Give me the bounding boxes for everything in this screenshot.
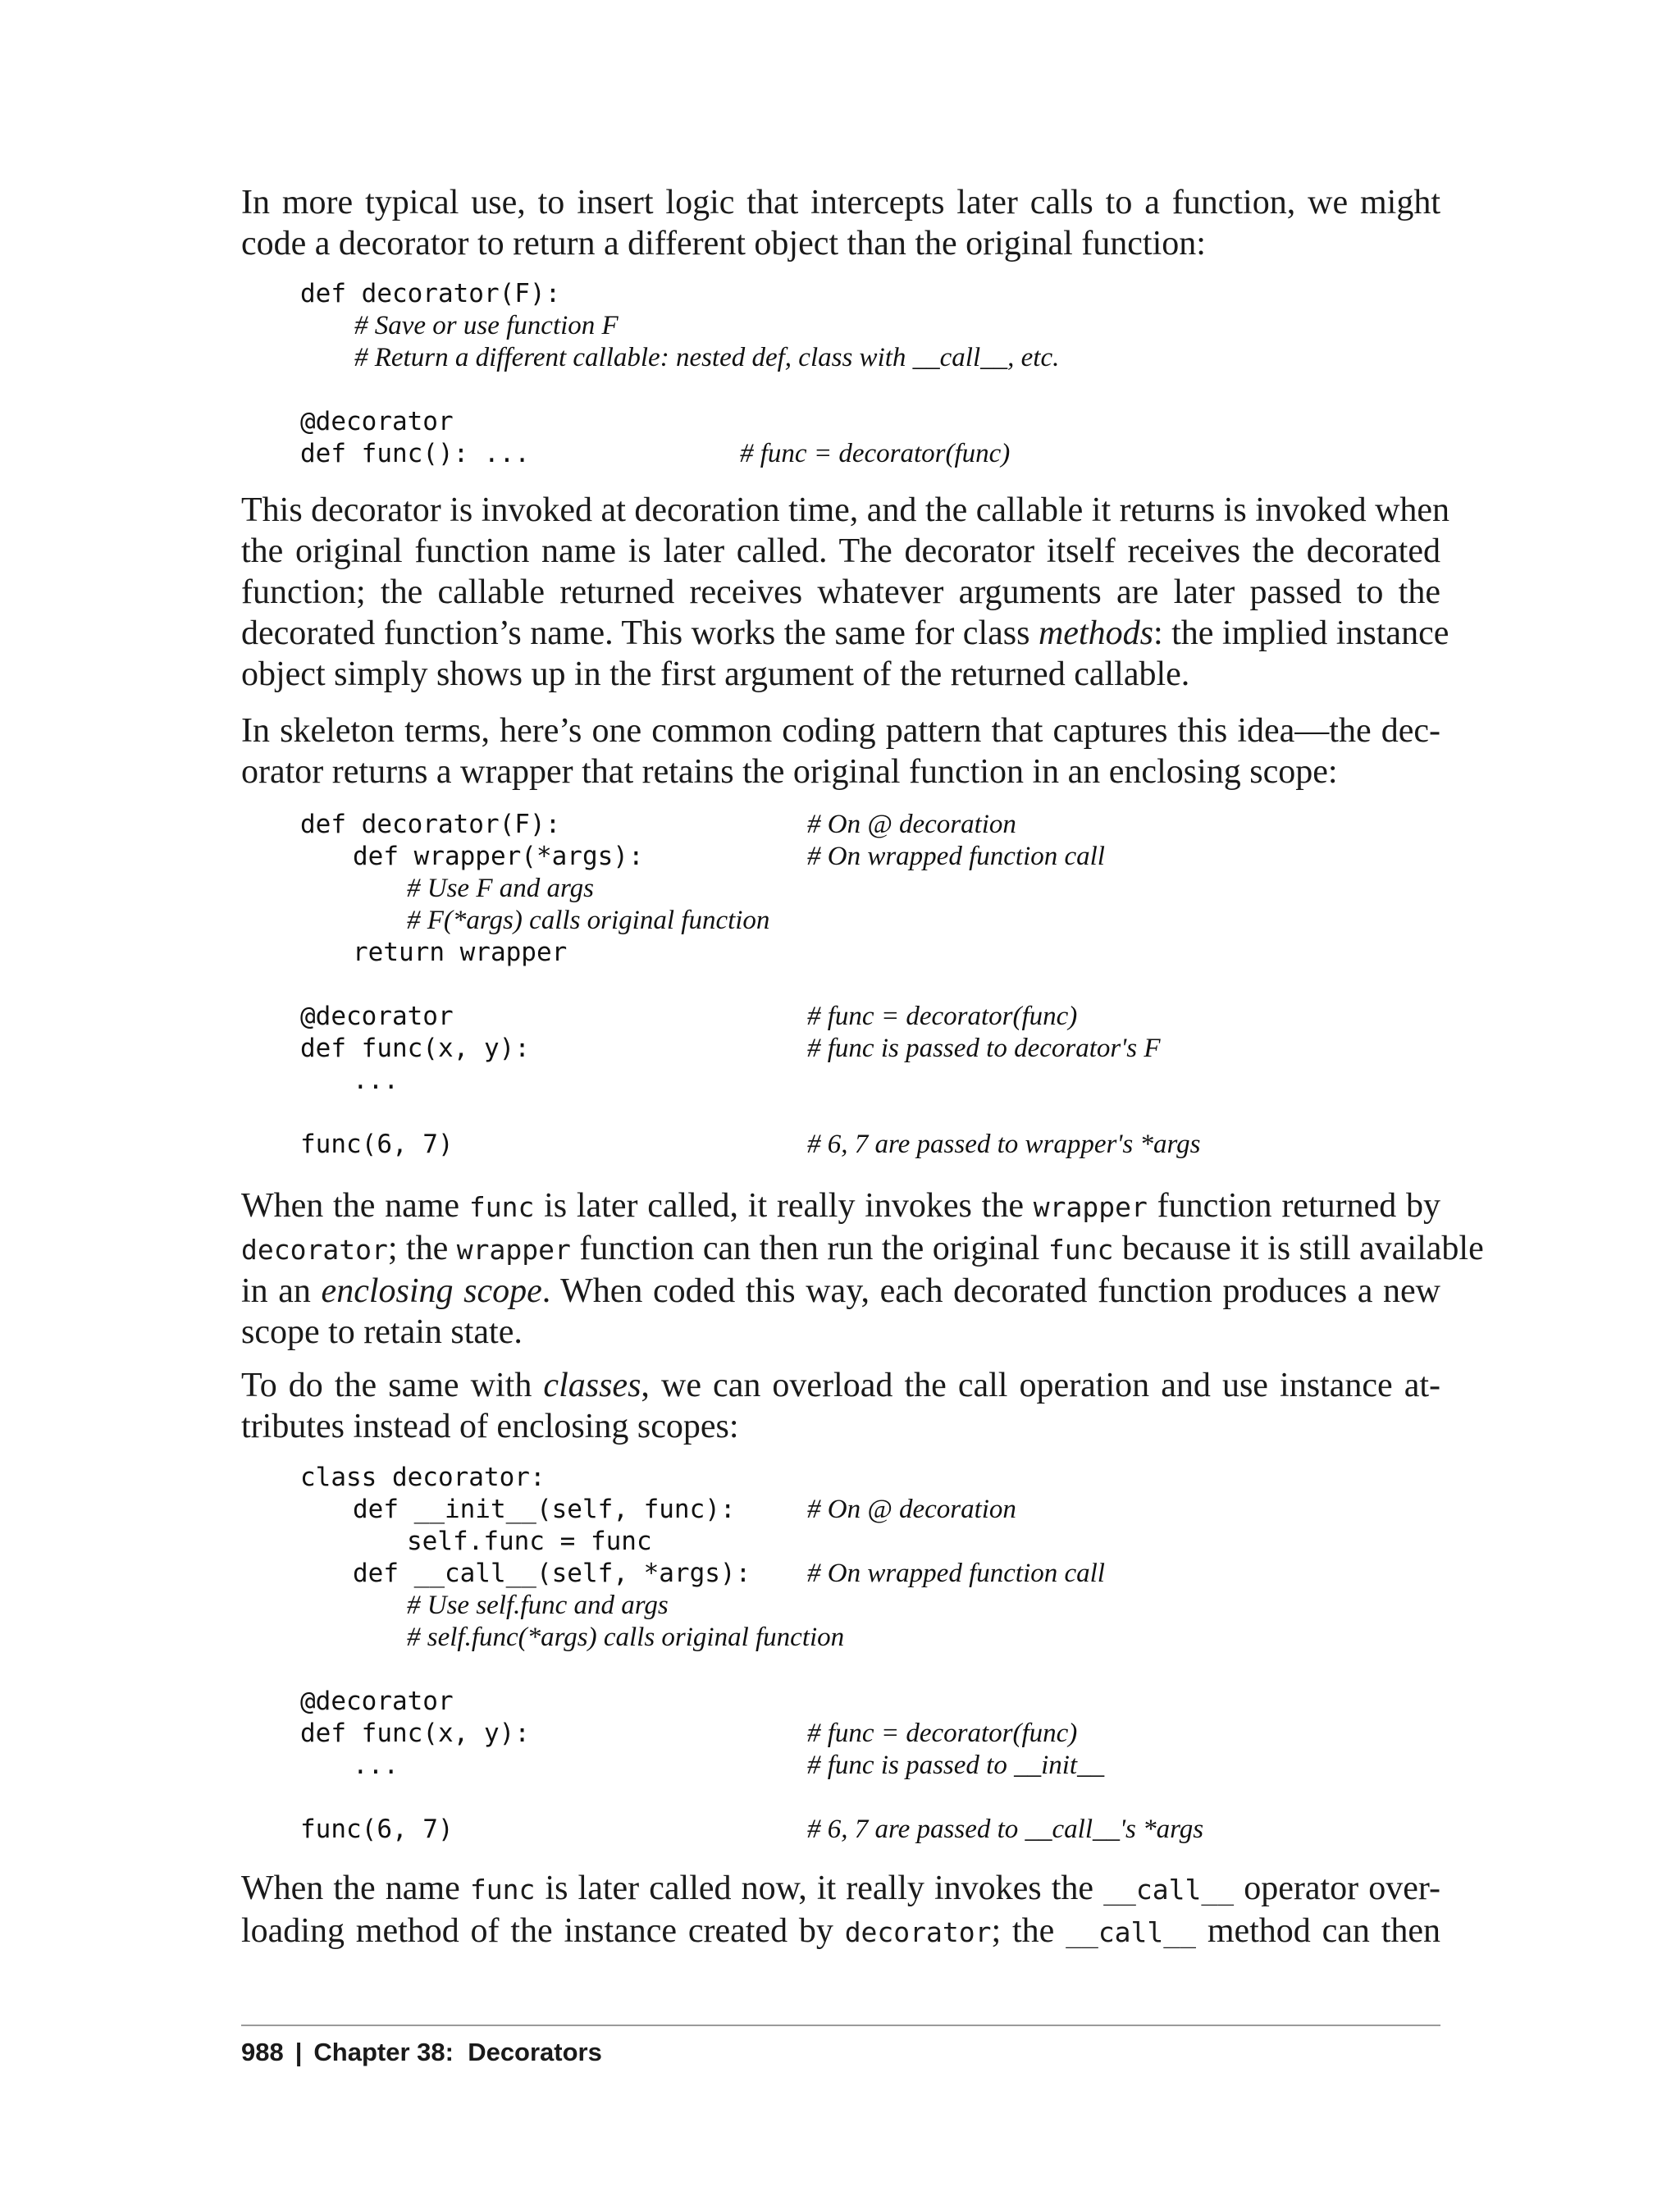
- code-line: def __init__(self, func):: [353, 1495, 736, 1524]
- chapter-title: Chapter 38: Decorators: [313, 2038, 602, 2066]
- code-line: class decorator:: [300, 1463, 546, 1492]
- paragraph-func-called: [241, 1185, 1484, 1353]
- code-comment: # On wrapped function call: [807, 1559, 1105, 1588]
- code-block-wrapper-function: [300, 809, 1201, 1161]
- text-line: In skeleton terms, here’s one common coding pattern that captures this idea—the dec-: [241, 712, 1440, 750]
- text-line: When the name func is later called, it really invokes the wrapper function returned by: [241, 1187, 1441, 1225]
- text-line: To do the same with classes, we can overload the call operation and use instance at-: [241, 1367, 1441, 1404]
- code-line: def decorator(F):: [300, 810, 561, 839]
- paragraph-intro: [241, 182, 1440, 264]
- footer-separator: |: [294, 2038, 303, 2066]
- code-comment: # Return a different callable: nested def, class with __call__, etc.: [354, 343, 1060, 372]
- text-line: function; the callable returned receives whatever arguments are later passed to the: [241, 573, 1440, 611]
- code-comment: # On wrapped function call: [807, 842, 1105, 871]
- code-comment: # 6, 7 are passed to wrapper's *args: [807, 1130, 1201, 1159]
- code-block-decorator-basic: [300, 278, 1060, 470]
- code-comment: # self.func(*args) calls original function: [407, 1623, 845, 1652]
- text-line: orator returns a wrapper that retains the original function in an enclosing scope:: [241, 753, 1338, 791]
- text-line: loading method of the instance created by decorator; the __call__ method can then: [241, 1912, 1440, 1950]
- text-line: in an enclosing scope. When coded this way, each decorated function produces a new: [241, 1272, 1441, 1310]
- text-line: object simply shows up in the first argument of the returned callable.: [241, 655, 1190, 693]
- code-line: @decorator: [300, 1687, 454, 1716]
- text-line: When the name func is later called now, it really invokes the __call__ operator over-: [241, 1869, 1441, 1907]
- code-comment: # Use self.func and args: [407, 1591, 669, 1620]
- code-comment: # Use F and args: [407, 874, 594, 903]
- code-line: def decorator(F):: [300, 279, 561, 308]
- code-line: @decorator: [300, 1002, 454, 1031]
- code-line: def func(x, y):: [300, 1719, 530, 1748]
- code-line: self.func = func: [407, 1527, 652, 1556]
- code-line: def __call__(self, *args):: [353, 1559, 751, 1588]
- code-comment: # func = decorator(func): [807, 1719, 1078, 1748]
- code-line: def func(x, y):: [300, 1034, 530, 1063]
- code-line: return wrapper: [353, 938, 568, 967]
- page-footer: [241, 2036, 602, 2069]
- paragraph-classes: [241, 1365, 1440, 1447]
- text-line: scope to retain state.: [241, 1313, 523, 1351]
- code-comment: # 6, 7 are passed to __call__'s *args: [807, 1815, 1204, 1844]
- text-line: tributes instead of enclosing scopes:: [241, 1408, 739, 1445]
- text-line: decorated function’s name. This works the same for class methods: the implied instance: [241, 614, 1449, 652]
- code-block-class-decorator: [300, 1462, 1204, 1846]
- text-line: code a decorator to return a different object than the original function:: [241, 225, 1206, 262]
- code-line: ...: [353, 1066, 399, 1095]
- code-comment: # On @ decoration: [807, 1495, 1016, 1524]
- paragraph-decoration-time: [241, 490, 1450, 695]
- code-line: ...: [353, 1751, 399, 1780]
- code-comment: # func = decorator(func): [807, 1002, 1078, 1031]
- page-number: 988: [241, 2038, 284, 2066]
- code-line: func(6, 7): [300, 1130, 454, 1159]
- text-line: decorator; the wrapper function can then run the original func because it is still available: [241, 1230, 1484, 1267]
- text-line: In more typical use, to insert logic that intercepts later calls to a function, we might: [241, 184, 1440, 221]
- code-line: def wrapper(*args):: [353, 842, 644, 871]
- code-comment: # func is passed to __init__: [807, 1751, 1105, 1780]
- code-comment: # func = decorator(func): [740, 439, 1011, 468]
- footer-divider: [241, 2025, 1440, 2026]
- code-line: @decorator: [300, 407, 454, 436]
- text-line: This decorator is invoked at decoration time, and the callable it returns is invoked when: [241, 491, 1450, 529]
- code-line: func(6, 7): [300, 1815, 454, 1844]
- code-comment: # F(*args) calls original function: [407, 906, 770, 935]
- text-line: the original function name is later called. The decorator itself receives the decorated: [241, 532, 1440, 570]
- code-comment: # func is passed to decorator's F: [807, 1034, 1161, 1063]
- paragraph-skeleton-terms: [241, 710, 1440, 792]
- code-comment: # On @ decoration: [807, 810, 1016, 839]
- paragraph-call-operator: [241, 1868, 1440, 1953]
- code-comment: # Save or use function F: [354, 311, 619, 340]
- code-line: def func(): ...: [300, 439, 530, 468]
